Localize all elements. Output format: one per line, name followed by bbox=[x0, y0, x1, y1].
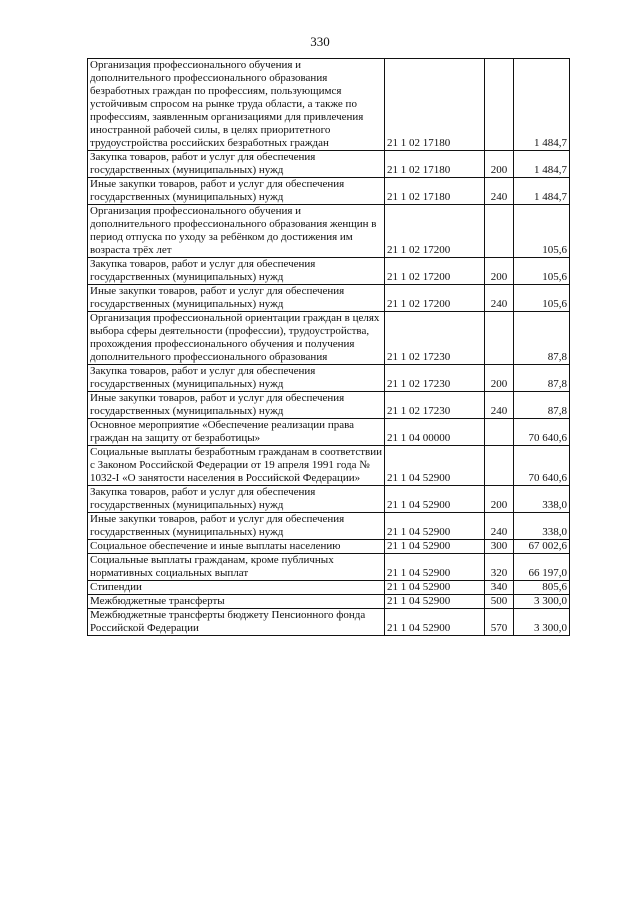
row-sum-cell: 66 197,0 bbox=[514, 554, 570, 581]
row-name-cell: Социальные выплаты безработным гражданам в соответствии с Законом Российской Федерации от 19 апреля 1991 года № 1032-I «О занятости населения в Российской Федерации» bbox=[88, 446, 385, 486]
row-code-cell: 21 1 04 00000 bbox=[385, 419, 485, 446]
row-expense-type-cell: 240 bbox=[485, 513, 514, 540]
table-row bbox=[88, 554, 570, 581]
table-row bbox=[88, 609, 570, 636]
row-code-cell: 21 1 02 17200 bbox=[385, 285, 485, 312]
row-name-cell: Иные закупки товаров, работ и услуг для обеспечения государственных (муниципальных) нужд bbox=[88, 178, 385, 205]
row-sum-cell: 70 640,6 bbox=[514, 419, 570, 446]
row-name-cell: Иные закупки товаров, работ и услуг для обеспечения государственных (муниципальных) нужд bbox=[88, 285, 385, 312]
row-code-cell: 21 1 02 17200 bbox=[385, 258, 485, 285]
row-code-cell: 21 1 02 17230 bbox=[385, 392, 485, 419]
table-row bbox=[88, 151, 570, 178]
row-sum-cell: 105,6 bbox=[514, 285, 570, 312]
row-expense-type-cell bbox=[485, 205, 514, 258]
row-expense-type-cell: 240 bbox=[485, 285, 514, 312]
row-name-cell: Закупка товаров, работ и услуг для обеспечения государственных (муниципальных) нужд bbox=[88, 486, 385, 513]
row-expense-type-cell: 300 bbox=[485, 540, 514, 554]
row-code-cell: 21 1 04 52900 bbox=[385, 513, 485, 540]
row-name-cell: Организация профессионального обучения и дополнительного профессионального образования женщин в период отпуска по уходу за ребёнком до достижения им возраста трёх лет bbox=[88, 205, 385, 258]
row-expense-type-cell bbox=[485, 446, 514, 486]
table-row bbox=[88, 486, 570, 513]
row-name-cell: Основное мероприятие «Обеспечение реализации права граждан на защиту от безработицы» bbox=[88, 419, 385, 446]
row-code-cell: 21 1 02 17200 bbox=[385, 205, 485, 258]
row-expense-type-cell: 200 bbox=[485, 486, 514, 513]
table-row bbox=[88, 59, 570, 151]
row-code-cell: 21 1 02 17180 bbox=[385, 59, 485, 151]
table-row bbox=[88, 312, 570, 365]
row-name-cell: Стипендии bbox=[88, 581, 385, 595]
row-code-cell: 21 1 04 52900 bbox=[385, 609, 485, 636]
row-expense-type-cell: 570 bbox=[485, 609, 514, 636]
table-row bbox=[88, 595, 570, 609]
row-name-cell: Организация профессиональной ориентации граждан в целях выбора сферы деятельности (профессии), трудоустройства, прохождения профессионального обучения и получения дополнительного профессионального образования bbox=[88, 312, 385, 365]
row-code-cell: 21 1 04 52900 bbox=[385, 554, 485, 581]
row-code-cell: 21 1 04 52900 bbox=[385, 446, 485, 486]
row-sum-cell: 3 300,0 bbox=[514, 595, 570, 609]
table-row bbox=[88, 365, 570, 392]
row-sum-cell: 87,8 bbox=[514, 312, 570, 365]
row-sum-cell: 805,6 bbox=[514, 581, 570, 595]
row-name-cell: Социальные выплаты гражданам, кроме публичных нормативных социальных выплат bbox=[88, 554, 385, 581]
row-expense-type-cell: 200 bbox=[485, 151, 514, 178]
row-expense-type-cell: 500 bbox=[485, 595, 514, 609]
row-code-cell: 21 1 04 52900 bbox=[385, 595, 485, 609]
row-sum-cell: 87,8 bbox=[514, 392, 570, 419]
row-sum-cell: 338,0 bbox=[514, 486, 570, 513]
row-name-cell: Организация профессионального обучения и дополнительного профессионального образования безработных граждан по профессиям, пользующимся устойчивым спросом на рынке труда области, а также по профессиям, заявленным организациями для привлечения иностранной рабочей силы, в целях приоритетного трудоустройства российских безработных граждан bbox=[88, 59, 385, 151]
row-sum-cell: 67 002,6 bbox=[514, 540, 570, 554]
row-expense-type-cell: 240 bbox=[485, 178, 514, 205]
row-code-cell: 21 1 04 52900 bbox=[385, 486, 485, 513]
row-sum-cell: 1 484,7 bbox=[514, 59, 570, 151]
row-sum-cell: 1 484,7 bbox=[514, 178, 570, 205]
table-row bbox=[88, 258, 570, 285]
row-sum-cell: 3 300,0 bbox=[514, 609, 570, 636]
row-code-cell: 21 1 04 52900 bbox=[385, 581, 485, 595]
budget-table bbox=[87, 58, 570, 636]
table-body bbox=[88, 59, 570, 636]
row-sum-cell: 105,6 bbox=[514, 205, 570, 258]
table-row bbox=[88, 446, 570, 486]
table-row bbox=[88, 178, 570, 205]
row-name-cell: Иные закупки товаров, работ и услуг для обеспечения государственных (муниципальных) нужд bbox=[88, 513, 385, 540]
row-name-cell: Иные закупки товаров, работ и услуг для обеспечения государственных (муниципальных) нужд bbox=[88, 392, 385, 419]
row-code-cell: 21 1 02 17230 bbox=[385, 312, 485, 365]
table-row bbox=[88, 392, 570, 419]
table-row bbox=[88, 513, 570, 540]
row-code-cell: 21 1 02 17230 bbox=[385, 365, 485, 392]
row-expense-type-cell: 240 bbox=[485, 392, 514, 419]
table-row bbox=[88, 419, 570, 446]
row-name-cell: Закупка товаров, работ и услуг для обеспечения государственных (муниципальных) нужд bbox=[88, 365, 385, 392]
row-expense-type-cell bbox=[485, 59, 514, 151]
row-sum-cell: 338,0 bbox=[514, 513, 570, 540]
row-code-cell: 21 1 02 17180 bbox=[385, 178, 485, 205]
page-number: 330 bbox=[310, 34, 330, 49]
row-sum-cell: 1 484,7 bbox=[514, 151, 570, 178]
row-expense-type-cell: 340 bbox=[485, 581, 514, 595]
row-sum-cell: 70 640,6 bbox=[514, 446, 570, 486]
row-name-cell: Межбюджетные трансферты бюджету Пенсионного фонда Российской Федерации bbox=[88, 609, 385, 636]
row-name-cell: Межбюджетные трансферты bbox=[88, 595, 385, 609]
row-code-cell: 21 1 02 17180 bbox=[385, 151, 485, 178]
row-name-cell: Закупка товаров, работ и услуг для обеспечения государственных (муниципальных) нужд bbox=[88, 151, 385, 178]
table-row bbox=[88, 581, 570, 595]
row-sum-cell: 87,8 bbox=[514, 365, 570, 392]
table-row bbox=[88, 205, 570, 258]
row-code-cell: 21 1 04 52900 bbox=[385, 540, 485, 554]
row-name-cell: Закупка товаров, работ и услуг для обеспечения государственных (муниципальных) нужд bbox=[88, 258, 385, 285]
table-row bbox=[88, 540, 570, 554]
table-row bbox=[88, 285, 570, 312]
row-name-cell: Социальное обеспечение и иные выплаты населению bbox=[88, 540, 385, 554]
row-expense-type-cell: 200 bbox=[485, 258, 514, 285]
row-expense-type-cell bbox=[485, 419, 514, 446]
row-sum-cell: 105,6 bbox=[514, 258, 570, 285]
row-expense-type-cell: 200 bbox=[485, 365, 514, 392]
row-expense-type-cell bbox=[485, 312, 514, 365]
row-expense-type-cell: 320 bbox=[485, 554, 514, 581]
